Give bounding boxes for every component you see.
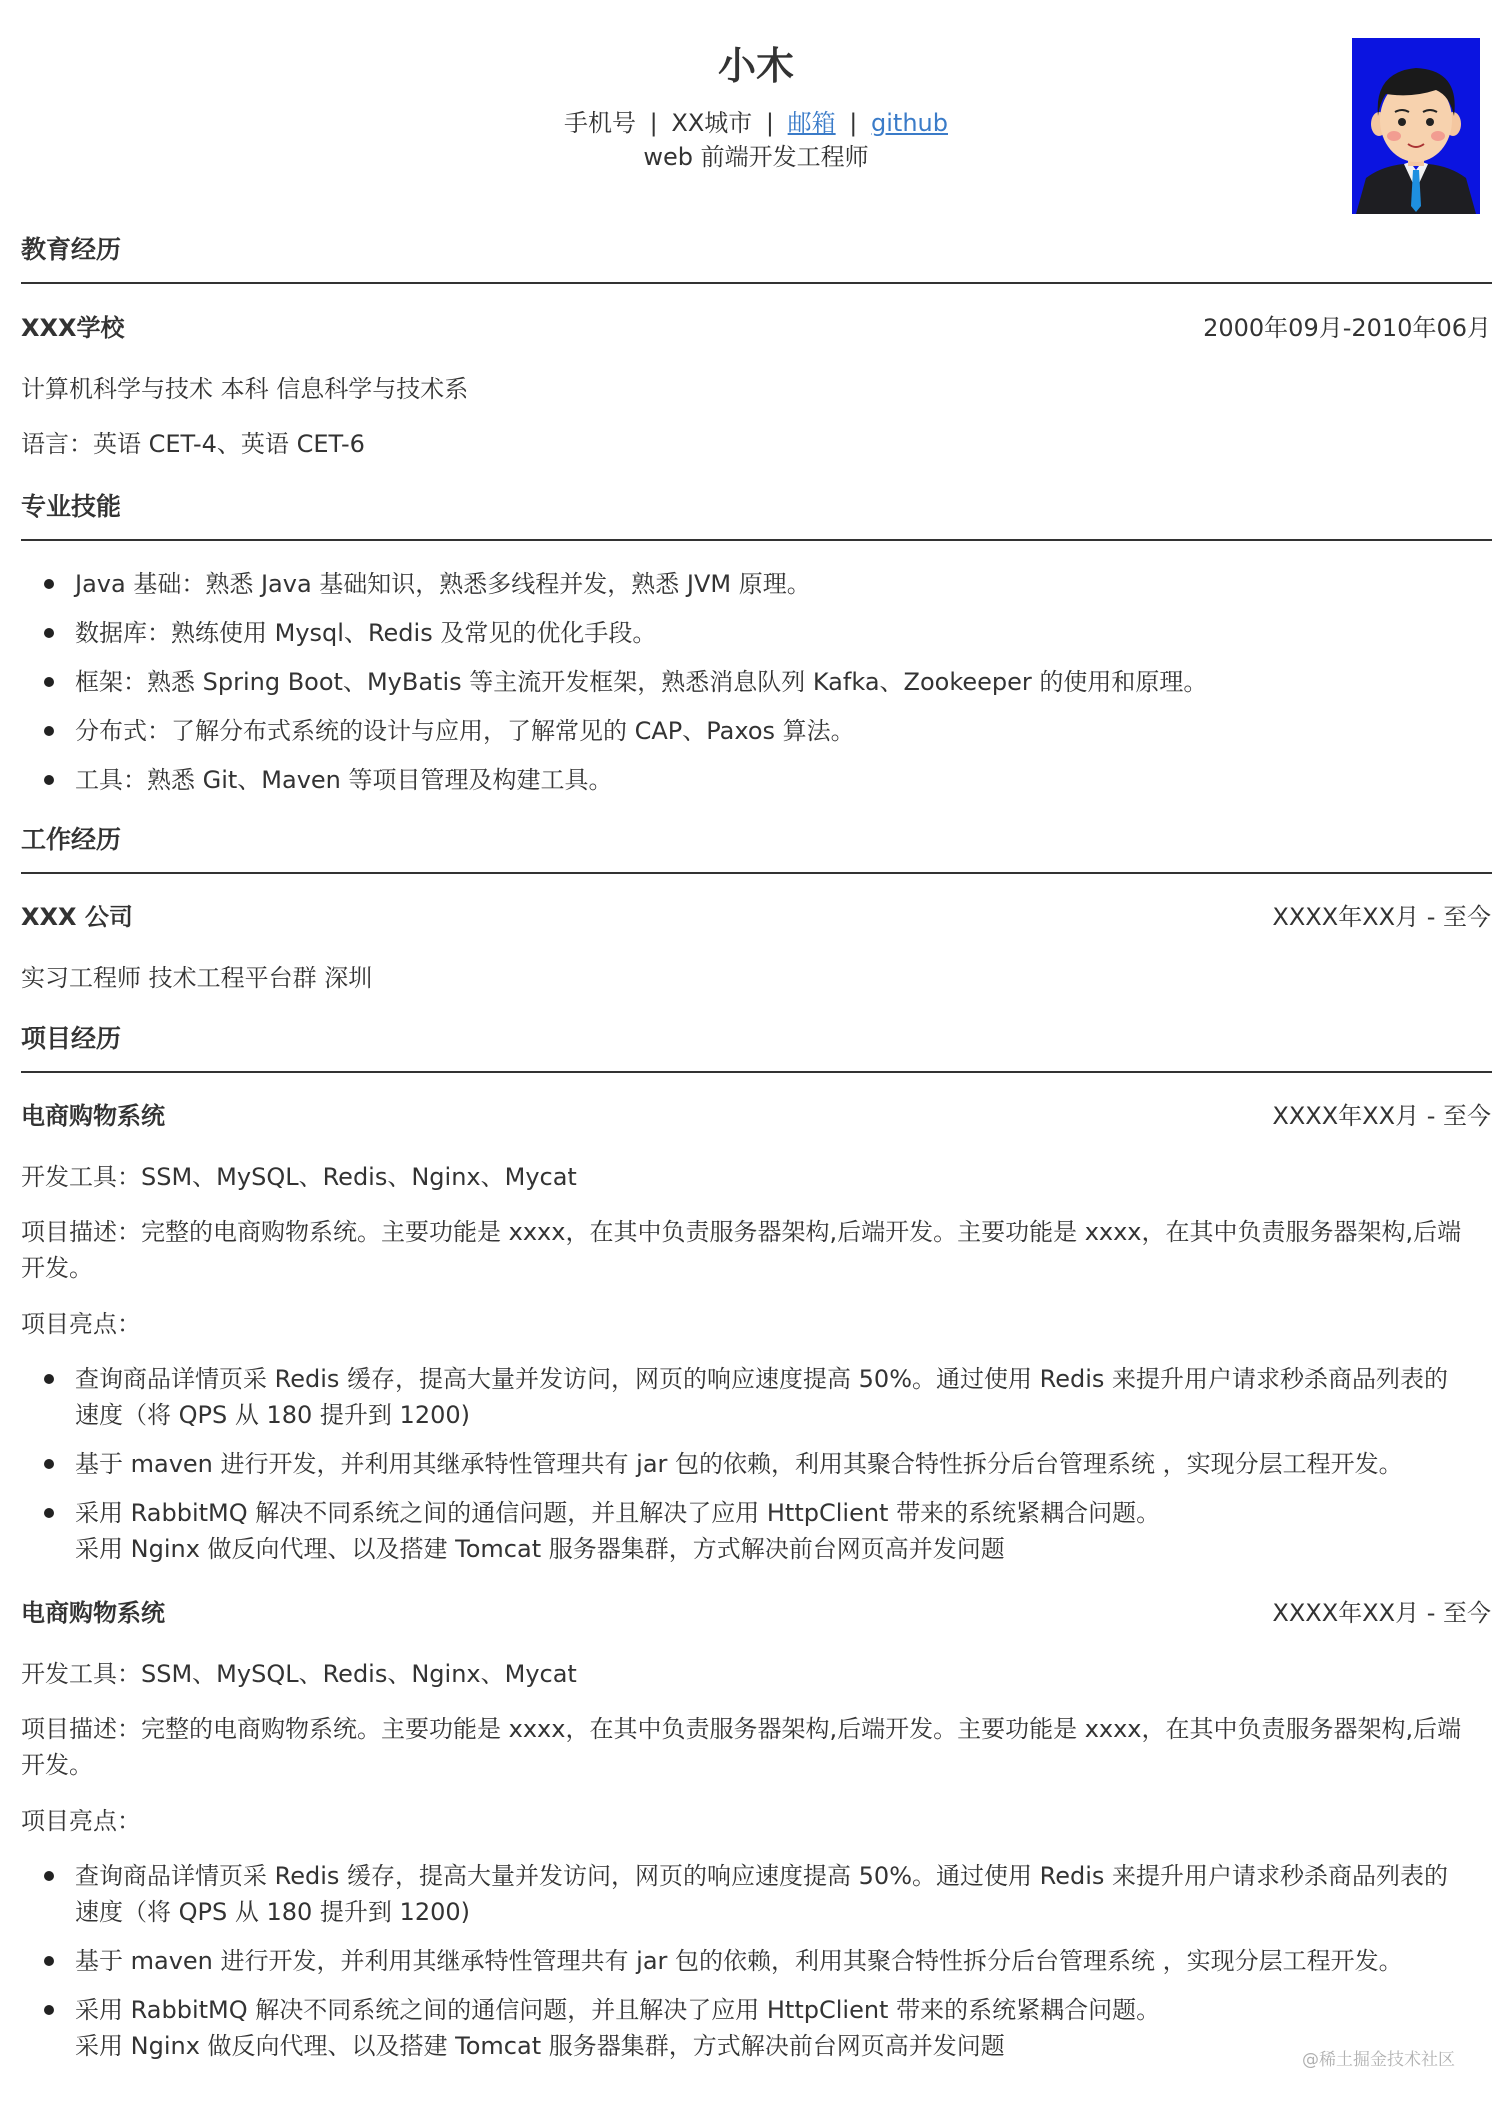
list-item: 基于 maven 进行开发，并利用其继承特性管理共有 jar 包的依赖，利用其聚合特性拆分后台管理系统 ，实现分层工程开发。 — [21, 1943, 1471, 1979]
company-name: XXX 公司 — [21, 903, 133, 931]
resume-header — [0, 38, 1512, 174]
project-period: XXXX年XX月 - 至今 — [1272, 1102, 1491, 1130]
city-text: XX城市 — [671, 109, 753, 137]
project-description: 项目描述：完整的电商购物系统。主要功能是 xxxx，在其中负责服务器架构,后端开发。主要功能是 xxxx，在其中负责服务器架构,后端开发。 — [21, 1715, 1462, 1779]
watermark: @稀土掘金技术社区 — [1302, 2050, 1455, 2070]
project-tools: 开发工具：SSM、MySQL、Redis、Nginx、Mycat — [21, 1660, 577, 1688]
skills-list — [21, 566, 1471, 798]
contact-line — [0, 106, 1512, 140]
project-highlights-list — [21, 1361, 1471, 1567]
separator: | — [649, 109, 658, 137]
list-item: 查询商品详情页采 Redis 缓存，提高大量并发访问，网页的响应速度提高 50%。通过使用 Redis 来提升用户请求秒杀商品列表的速度（将 QPS 从 180 提升到 1200) — [21, 1361, 1471, 1433]
project-highlights-list — [21, 1858, 1471, 2064]
project-name: 电商购物系统 — [21, 1599, 165, 1627]
education-period: 2000年09月-2010年06月 — [1203, 314, 1491, 342]
project-name: 电商购物系统 — [21, 1102, 165, 1130]
list-item: 分布式：了解分布式系统的设计与应用，了解常见的 CAP、Paxos 算法。 — [21, 713, 1471, 749]
section-divider — [21, 539, 1492, 541]
candidate-name: 小木 — [717, 44, 794, 88]
school-name: XXX学校 — [21, 314, 125, 342]
list-item: 工具：熟悉 Git、Maven 等项目管理及构建工具。 — [21, 762, 1471, 798]
section-title-projects: 项目经历 — [21, 1024, 122, 1053]
list-item: Java 基础：熟悉 Java 基础知识，熟悉多线程并发，熟悉 JVM 原理。 — [21, 566, 1471, 602]
list-item: 采用 RabbitMQ 解决不同系统之间的通信问题，并且解决了应用 HttpClient 带来的系统紧耦合问题。 采用 Nginx 做反向代理、以及搭建 Tomcat 服务器集群，方式解决前台网页高并发问题 — [21, 1992, 1471, 2064]
project-highlights-label: 项目亮点： — [21, 1807, 141, 1835]
project-period: XXXX年XX月 - 至今 — [1272, 1599, 1491, 1627]
separator: | — [765, 109, 774, 137]
education-language: 语言：英语 CET-4、英语 CET-6 — [21, 430, 365, 458]
section-divider — [21, 872, 1492, 874]
list-item: 查询商品详情页采 Redis 缓存，提高大量并发访问，网页的响应速度提高 50%。通过使用 Redis 来提升用户请求秒杀商品列表的速度（将 QPS 从 180 提升到 1200) — [21, 1858, 1471, 1930]
job-title: web 前端开发工程师 — [643, 143, 869, 171]
work-detail: 实习工程师 技术工程平台群 深圳 — [21, 964, 373, 992]
work-period: XXXX年XX月 - 至今 — [1272, 903, 1491, 931]
separator: | — [849, 109, 858, 137]
avatar-illustration — [1352, 38, 1480, 214]
github-link[interactable]: github — [871, 109, 948, 137]
education-major: 计算机科学与技术 本科 信息科学与技术系 — [21, 375, 469, 403]
phone-text: 手机号 — [564, 109, 636, 137]
section-title-work: 工作经历 — [21, 825, 122, 854]
avatar — [1352, 38, 1480, 214]
project-description: 项目描述：完整的电商购物系统。主要功能是 xxxx，在其中负责服务器架构,后端开发。主要功能是 xxxx，在其中负责服务器架构,后端开发。 — [21, 1218, 1462, 1282]
section-title-education: 教育经历 — [21, 235, 122, 264]
email-link[interactable]: 邮箱 — [787, 109, 836, 137]
list-item: 采用 RabbitMQ 解决不同系统之间的通信问题，并且解决了应用 HttpClient 带来的系统紧耦合问题。 采用 Nginx 做反向代理、以及搭建 Tomcat 服务器集群，方式解决前台网页高并发问题 — [21, 1495, 1471, 1567]
list-item: 数据库：熟练使用 Mysql、Redis 及常见的优化手段。 — [21, 615, 1471, 651]
project-highlights-label: 项目亮点： — [21, 1310, 141, 1338]
list-item: 框架：熟悉 Spring Boot、MyBatis 等主流开发框架，熟悉消息队列 Kafka、Zookeeper 的使用和原理。 — [21, 664, 1471, 700]
section-title-skills: 专业技能 — [21, 492, 122, 521]
section-divider — [21, 282, 1492, 284]
project-tools: 开发工具：SSM、MySQL、Redis、Nginx、Mycat — [21, 1163, 577, 1191]
list-item: 基于 maven 进行开发，并利用其继承特性管理共有 jar 包的依赖，利用其聚合特性拆分后台管理系统 ，实现分层工程开发。 — [21, 1446, 1471, 1482]
section-divider — [21, 1071, 1492, 1073]
